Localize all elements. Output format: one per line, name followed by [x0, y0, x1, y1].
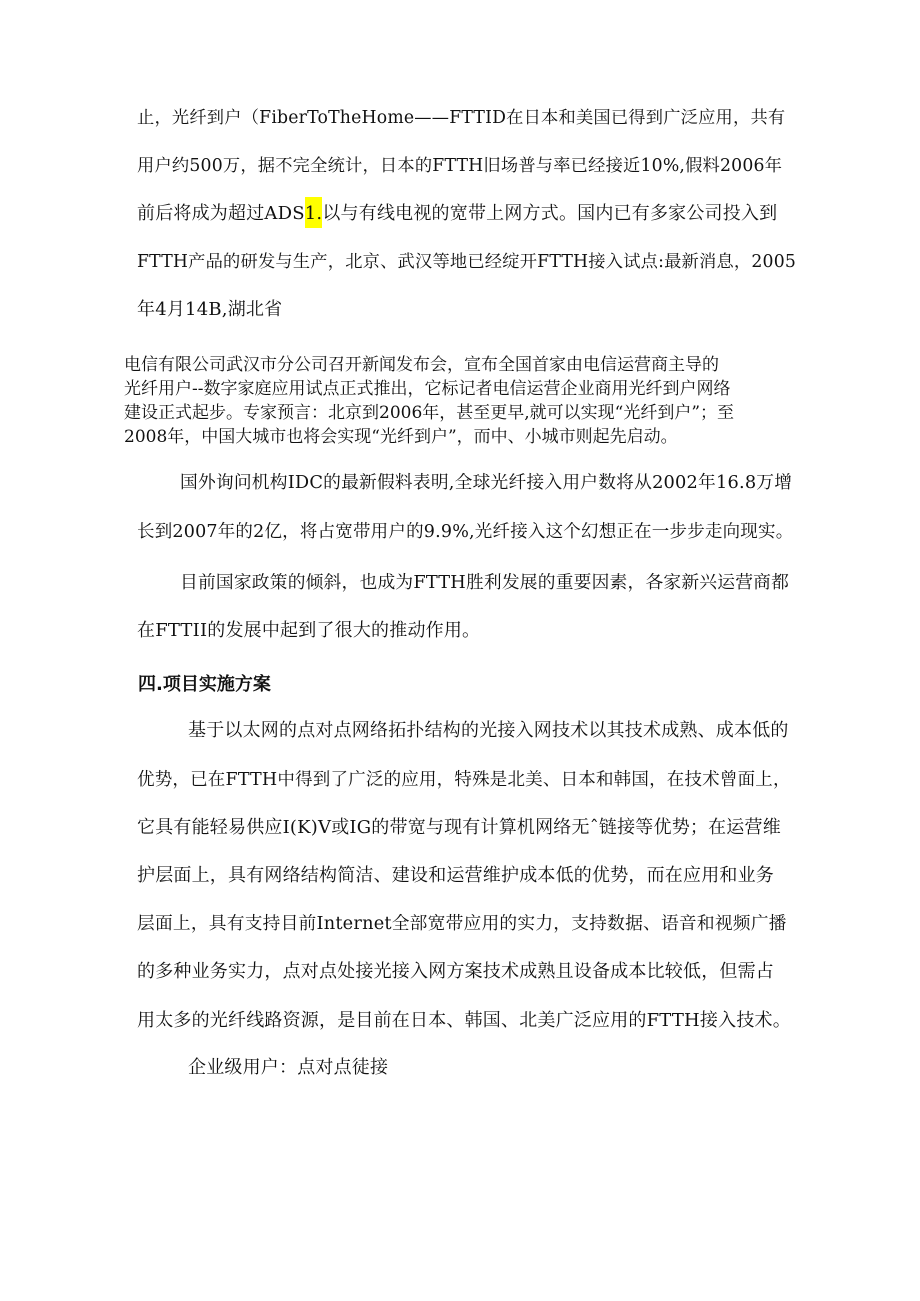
paragraph2-line4: 2008年，中国大城市也将会实现“光纤到户”，而中、小城市则起先启动。: [124, 427, 678, 447]
paragraph5-line2: 优势，已在FTTH中得到了广泛的应用，特殊是北美、日本和韩国，在技术曾面上，: [137, 770, 791, 790]
paragraph1-line3-after: 以与有线电视的宽带上网方式。国内已有多家公司投入到: [322, 203, 778, 224]
section-heading: 四.项目实施方案: [138, 674, 271, 695]
paragraph2-line1: 电信有限公司武汉市分公司召开新闻发布会，宣布全国首家由电信运营商主导的: [124, 355, 719, 375]
paragraph5-line3: 它具有能轻易供应I(K)V或IG的带宽与现有计算机网络无ˆ链接等优势；在运营维: [137, 817, 781, 838]
paragraph5-line7: 用太多的光纤线路资源，是目前在日本、韩国、北美广泛应用的FTTH接入技术。: [137, 1010, 791, 1031]
paragraph2-line2: 光纤用户--数字家庭应用试点正式推出，它标记者电信运营企业商用光纤到户网络: [124, 379, 731, 399]
paragraph2-line3: 建设正式起步。专家预言：北京到2006年，甚至更早,就可以实现“光纤到户”；至: [124, 403, 735, 423]
paragraph5-line1: 基于以太网的点对点网络拓扑结构的光接入网技术以其技术成熟、成本低的: [188, 720, 789, 741]
paragraph4-line2: 在FTTII的发展中起到了很大的推动作用。: [137, 620, 481, 641]
paragraph1-line3: [137, 202, 777, 226]
paragraph1-line5: 年4月14B,湖北省: [137, 299, 283, 320]
paragraph1-line4: FTTH产品的研发与生产，北京、武汉等地已经绽开FTTH接入试点:最新消息，2005: [137, 252, 797, 272]
paragraph3-line2: 长到2007年的2亿，将占宽带用户的9.9%,光纤接入这个幻想正在一步步走向现实。: [137, 522, 794, 542]
paragraph2: [124, 353, 804, 449]
paragraph4-line1: 目前国家政策的倾斜，也成为FTTH胜利发展的重要因素，各家新兴运营商都: [180, 573, 790, 593]
paragraph1-line3-before: 前后将成为超过ADS: [137, 203, 305, 224]
highlighted-text: 1.: [305, 197, 323, 228]
paragraph5-line5: 层面上，具有支持目前Internet全部宽带应用的实力，支持数据、语音和视频广播: [137, 914, 787, 934]
paragraph5-line4: 护层面上，具有网络结构简洁、建设和运营维护成本低的优势，而在应用和业务: [137, 865, 774, 886]
paragraph1-line1: 止，光纤到户（FiberToTheHome——FTTID在日本和美国已得到广泛应用，共有: [137, 108, 786, 128]
paragraph1-line2: 用户约500万，据不完全统计，日本的FTTH旧场普与率已经接近10%,假料2006年: [137, 156, 783, 176]
paragraph3-line1: 国外询问机构IDC的最新假料表明,全球光纤接入用户数将从2002年16.8万增: [180, 473, 793, 493]
paragraph5-line6: 的多种业务实力，点对点处接光接入网方案技术成熟且设备成本比较低，但需占: [137, 961, 774, 982]
paragraph6-line1: 企业级用户：点对点徒接: [188, 1057, 389, 1078]
